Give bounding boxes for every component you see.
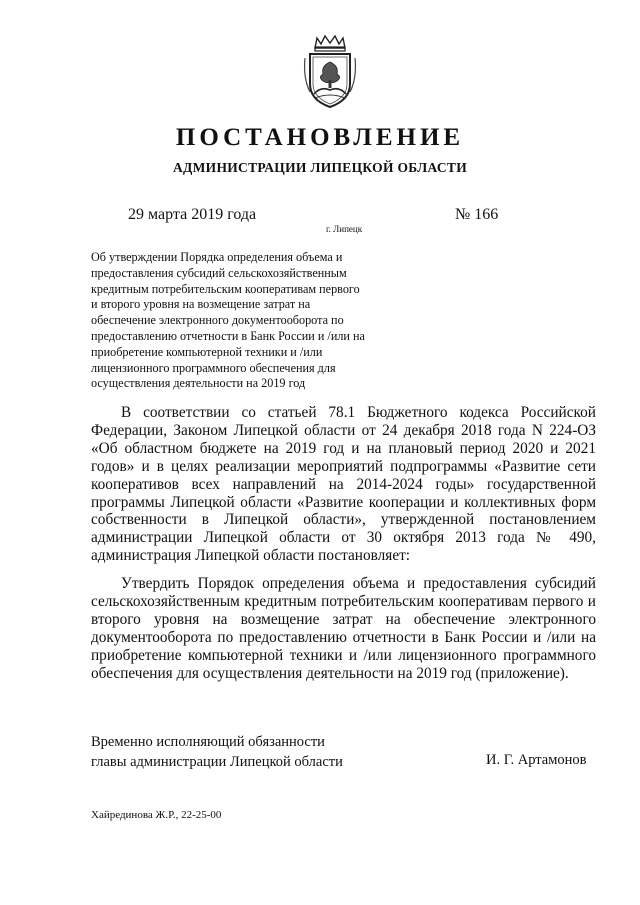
- document-city: г. Липецк: [326, 224, 363, 234]
- paragraph-line: годов» и в целях реализации мероприятий подпрограммы «Развитие сети: [91, 457, 596, 475]
- signatory-name: И. Г. Артамонов: [486, 752, 587, 768]
- paragraph-line: кооперативов всех направлений на 2014-2024 годы» государственной: [91, 475, 596, 493]
- paragraph-line: сельскохозяйственным кредитным потребительским кооперативам первого и: [91, 592, 596, 610]
- paragraph-line: программы Липецкой области «Развитие кооперации и коллективных форм: [91, 493, 596, 511]
- coat-of-arms-icon: [301, 34, 359, 110]
- paragraph-line: Утвердить Порядок определения объема и предоставления субсидий: [121, 575, 596, 592]
- document-subtitle: АДМИНИСТРАЦИИ ЛИПЕЦКОЙ ОБЛАСТИ: [172, 160, 468, 175]
- paragraph-line: собственности в Липецкой области», утвержденной постановлением: [91, 511, 596, 529]
- resolution-paragraph: [91, 575, 596, 682]
- executor-contact: Хайрединова Ж.Р., 22-25-00: [91, 809, 222, 821]
- document-date: 29 марта 2019 года: [128, 206, 257, 223]
- subject-line: кредитным потребительским кооперативам первого: [91, 281, 360, 296]
- document-title: ПОСТАНОВЛЕНИЕ: [175, 124, 465, 151]
- subject-line: приобретение компьютерной техники и /или: [91, 344, 323, 359]
- paragraph-line: Федерации, Законом Липецкой области от 24 декабря 2018 года N 224-ОЗ: [91, 421, 596, 439]
- subject-line: Об утверждении Порядка определения объема и: [91, 250, 343, 264]
- paragraph-line: администрации Липецкой области от 30 октября 2013 года № 490,: [91, 529, 596, 547]
- subject-line: предоставления субсидий сельскохозяйственным: [91, 265, 347, 280]
- paragraph-line: администрация Липецкой области постановляет:: [91, 547, 411, 565]
- subject-line: и второго уровня на возмещение затрат на: [91, 297, 311, 312]
- subject-line: предоставлению отчетности в Банк России и /или на: [91, 328, 365, 343]
- subject-line: осуществления деятельности на 2019 год: [91, 376, 306, 391]
- paragraph-line: второго уровня на возмещение затрат на обеспечение электронного: [91, 610, 596, 628]
- document-number: № 166: [455, 206, 499, 223]
- paragraph-line: обеспечения для осуществления деятельности на 2019 год (приложение).: [91, 664, 569, 682]
- preamble-paragraph: [91, 404, 596, 565]
- subject-line: обеспечение электронного документооборота по: [91, 313, 344, 328]
- paragraph-line: В соответствии со статьей 78.1 Бюджетного кодекса Российской: [121, 404, 596, 421]
- paragraph-line: документооборота по предоставлению отчетности в Банк России и /или на: [91, 628, 596, 646]
- signatory-position: [91, 732, 343, 772]
- paragraph-line: «Об областном бюджете на 2019 год и на плановый период 2020 и 2021: [91, 439, 596, 457]
- position-line: главы администрации Липецкой области: [91, 754, 343, 770]
- position-line: Временно исполняющий обязанности: [91, 734, 325, 750]
- subject-line: лицензионного программного обеспечения для: [91, 360, 336, 375]
- paragraph-line: приобретение компьютерной техники и /или лицензионного программного: [91, 646, 596, 664]
- document-subject: [91, 250, 421, 392]
